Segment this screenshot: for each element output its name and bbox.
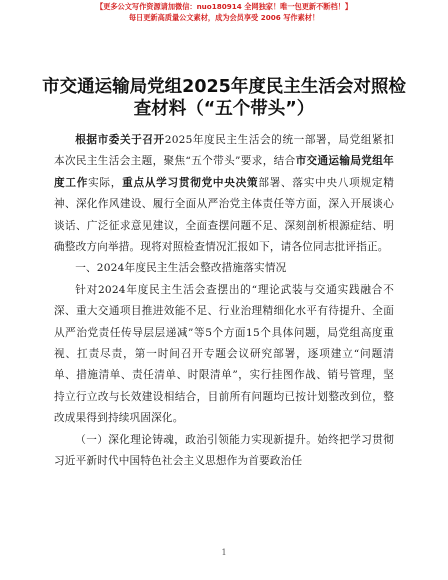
promo-banner-line-1: 【更多公文写作资源请加微信：nuo180914 全网独家！唯一包更新不断档！】 <box>95 2 353 11</box>
subsection-1-paragraph: （一）深化理论铸魂，政治引领能力实现新提升。始终把学习贯彻习近平新时代中国特色社会主义思想作为首要政治任 <box>54 433 394 468</box>
intro-text-2: 实际， <box>88 176 123 189</box>
section-1-heading: 一、2024年度民主生活会整改措施落实情况 <box>75 262 287 275</box>
intro-bold-2: 市交通运输局党组年度工作 <box>54 155 394 189</box>
promo-banner-line-2: 每日更新高质量公文素材，成为会员享受 2006 写作素材！ <box>128 13 320 22</box>
intro-paragraph <box>54 130 394 258</box>
intro-text-3: 部署、落实中央八项规定精神、深化作风建设、履行全面从严治党主体责任等方面，深入开展谈心谈话、广泛征求意见建议，全面查摆问题不足、深刻剖析根源症结、明确整改方向举措。现将对照检查情况汇报如下，请各位同志批评指正。 <box>54 176 394 254</box>
intro-bold-1: 根据市委关于召开 <box>75 134 165 146</box>
intro-bold-3: 重点从学习贯彻党中央决策 <box>122 176 259 189</box>
document-body <box>54 130 394 473</box>
document-title: 市交通运输局党组2025年度民主生活会对照检查材料（“五个带头”） <box>42 77 406 119</box>
intro-text-1: 2025年度民主生活会的统一部署，局党组紧扣本次民主生活会主题，聚焦“五个带头”要求，结合 <box>54 134 395 168</box>
page-number: 1 <box>221 548 227 557</box>
section-1-paragraph: 针对2024年度民主生活会查摆出的“理论武装与交通实践融合不深、重大交通项目推进效能不足、行业治理精细化水平有待提升、全面从严治党责任传导层层递减”等5个方面15个具体问题，局党组高度重视、扛责尽责，第一时间召开专题会议研究部署，逐项建立“问题清单、措施清单、责任清单、时限清单”，实行挂图作战、销号管理，坚持立行立改与长效建设相结合，目前所有问题均已按计划整改到位，整改成果得到持续巩固深化。 <box>54 283 394 425</box>
